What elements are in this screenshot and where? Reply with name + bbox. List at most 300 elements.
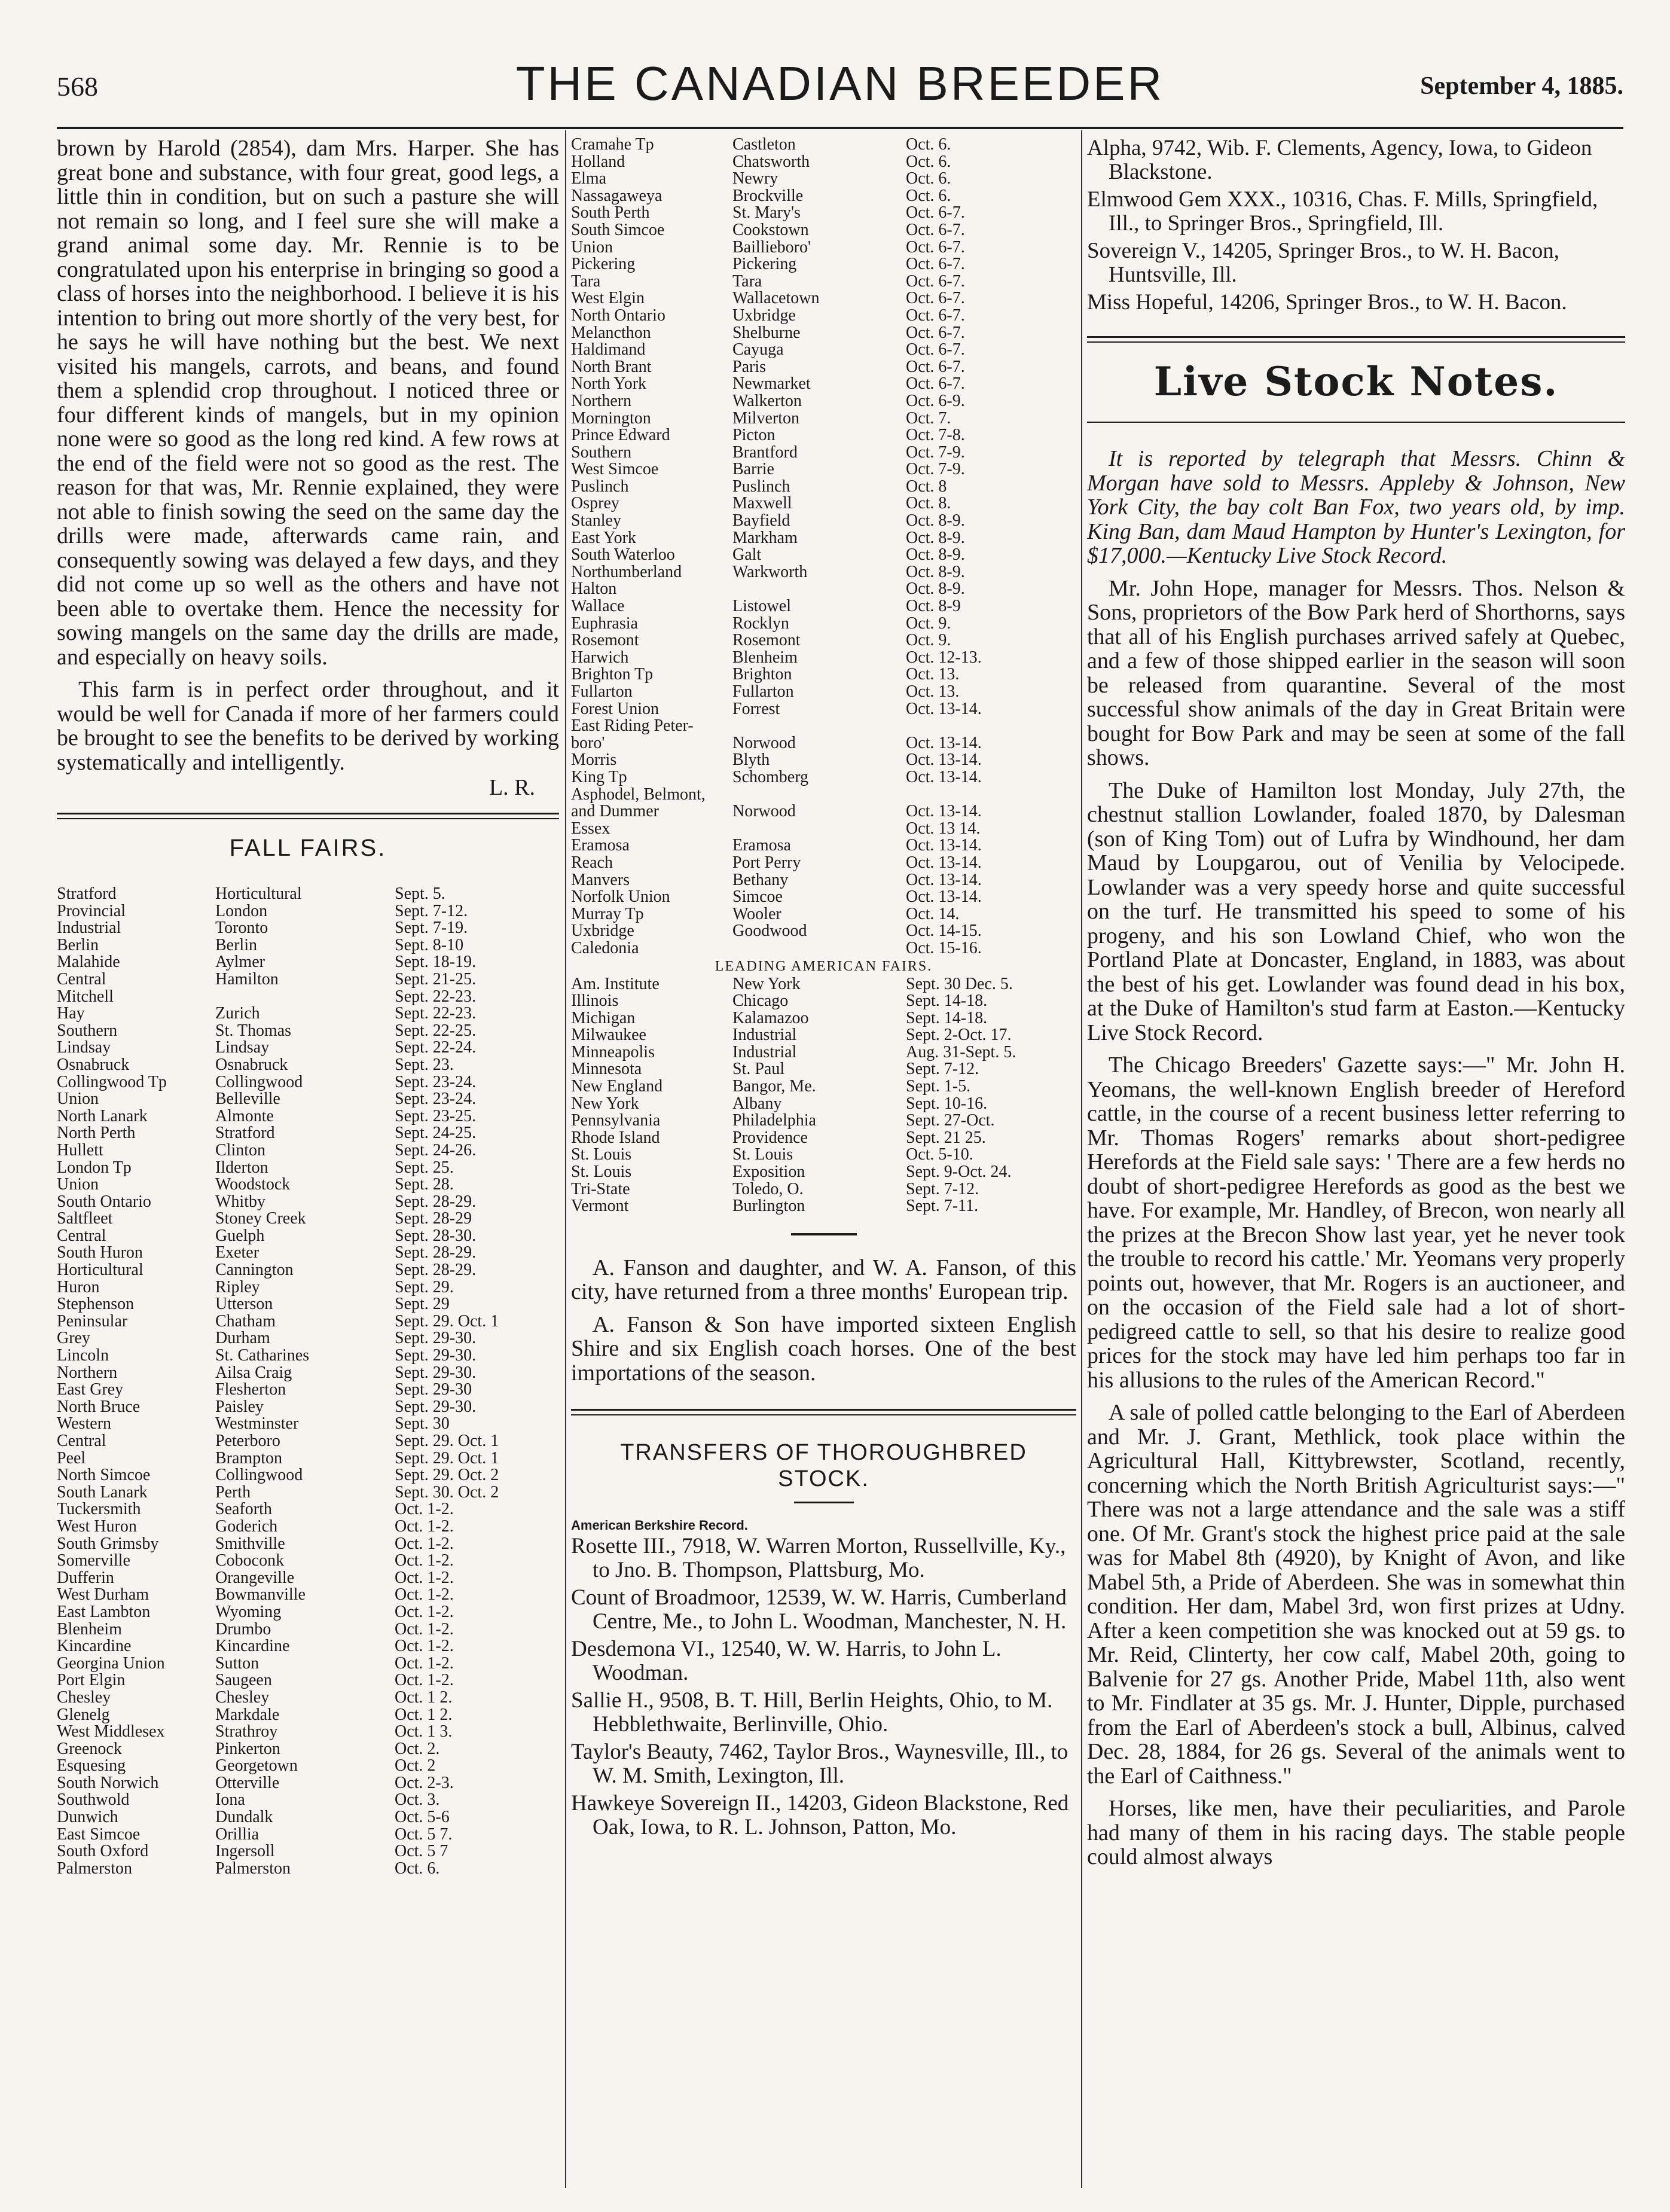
section-rule bbox=[571, 1409, 1076, 1415]
fair-location: Blenheim bbox=[732, 649, 798, 667]
fair-row bbox=[571, 752, 1076, 769]
fair-location: St. Catharines bbox=[215, 1347, 310, 1365]
short-rule bbox=[791, 1233, 857, 1235]
fair-society: Tara bbox=[571, 273, 601, 291]
fair-society: Port Elgin bbox=[57, 1672, 126, 1689]
fair-location: Listowel bbox=[732, 598, 791, 615]
fair-row bbox=[571, 170, 1076, 188]
transfer-entry: Alpha, 9742, Wib. F. Clements, Agency, Iowa, to Gideon Blackstone. bbox=[1087, 136, 1592, 184]
fair-row bbox=[571, 495, 1076, 512]
fair-dates: Oct. 6-7. bbox=[906, 255, 965, 274]
fair-dates: Sept. 28-29. bbox=[395, 1261, 477, 1280]
fair-location: Kincardine bbox=[215, 1638, 290, 1655]
fair-dates: Sept. 23-25. bbox=[395, 1106, 477, 1125]
fair-row bbox=[571, 188, 1076, 205]
fair-society: Union bbox=[57, 1176, 99, 1194]
american-fairs-heading: LEADING AMERICAN FAIRS. bbox=[715, 958, 933, 974]
column-3 bbox=[1087, 136, 1625, 2188]
fair-dates: Sept. 29. Oct. 2 bbox=[395, 1466, 499, 1485]
fair-row bbox=[57, 1125, 559, 1142]
fair-dates: Oct. 7. bbox=[906, 408, 951, 428]
fair-society: St. Louis bbox=[571, 1146, 632, 1164]
fair-dates: Sept. 24-26. bbox=[395, 1140, 477, 1160]
article-paragraph: brown by Harold (2854), dam Mrs. Harper. She has great bone and substance, with four great, good legs, a little thin in condition, but on such a pasture she will not remain so long, and I feel sure she will make a grand animal some day. Mr. Rennie is to be congratulated upon his enterprise in bringing so good a class of horses into the neighborhood. I believe it is his intention to bring out more shortly of the very best, for he says he will have nothing but the best. We next visited his mangels, carrots, and beans, and found them a splendid crop throughout. I noticed three or four different kinds of mangels, but in my opinion none were so good as the long red kind. A few rows at the end of the field were not so good as the rest. The reason for that was, Mr. Rennie explained, they were not able to finish sowing the seed on the same day the drills were made, afterwards came rain, and consequently sowing was delayed a few days, and they did not come up so well as the others and have not been able to overtake them. Hence the necessity for sowing mangels on the same day the drills are made, and especially on heavy soils. bbox=[57, 136, 559, 670]
fair-dates: Oct. 3. bbox=[395, 1790, 440, 1810]
fair-row bbox=[57, 1741, 559, 1758]
fair-row bbox=[57, 1142, 559, 1160]
fair-society: Lincoln bbox=[57, 1347, 109, 1365]
fair-location: Berlin bbox=[215, 936, 257, 954]
fair-society: Manvers bbox=[571, 871, 630, 889]
fair-location: Brighton bbox=[732, 666, 792, 684]
fair-location: Blyth bbox=[732, 752, 770, 769]
fair-dates: Oct. 13 14. bbox=[906, 819, 981, 838]
fair-row bbox=[571, 256, 1076, 273]
fair-row bbox=[571, 769, 1076, 786]
fair-location: Brampton bbox=[215, 1450, 282, 1467]
fair-dates: Oct. 6-7. bbox=[906, 357, 965, 376]
fair-dates: Sept. 14-18. bbox=[906, 991, 988, 1011]
fair-dates: Sept. 1-5. bbox=[906, 1077, 971, 1096]
transfers-list bbox=[571, 1534, 1076, 1839]
fair-dates: Oct. 12-13. bbox=[906, 648, 982, 667]
fair-row bbox=[571, 889, 1076, 906]
fair-location: Iona bbox=[215, 1792, 245, 1810]
transfer-entry: Rosette III., 7918, W. Warren Morton, Russellville, Ky., to Jno. B. Thompson, Plattsburg, Mo. bbox=[571, 1534, 1066, 1583]
fair-location: Warkworth bbox=[732, 563, 808, 581]
fair-society: Caledonia bbox=[571, 939, 639, 957]
fair-society: Union bbox=[571, 239, 613, 257]
short-rule bbox=[794, 1502, 854, 1503]
fair-dates: Sept. 23-24. bbox=[395, 1090, 477, 1109]
fair-dates: Aug. 31-Sept. 5. bbox=[906, 1042, 1016, 1061]
fair-society: West Huron bbox=[57, 1518, 137, 1536]
fair-row bbox=[571, 786, 1076, 804]
fair-location: Zurich bbox=[215, 1005, 260, 1023]
fair-society: Minnesota bbox=[571, 1061, 642, 1079]
fair-dates: Sept. 28-29. bbox=[395, 1243, 477, 1262]
fair-row bbox=[57, 903, 559, 920]
fair-dates: Sept. 7-12. bbox=[395, 901, 468, 920]
fair-row bbox=[57, 971, 559, 988]
fair-location: Markham bbox=[732, 529, 798, 547]
fair-dates: Oct. 13-14. bbox=[906, 853, 982, 872]
fair-row bbox=[571, 1164, 1076, 1181]
fair-row bbox=[57, 1194, 559, 1211]
news-note: A. Fanson & Son have imported sixteen English Shire and six English coach horses. One of the best importations of the season. bbox=[571, 1311, 1076, 1386]
fair-dates: Sept. 7-19. bbox=[395, 919, 468, 938]
fair-location: Newry bbox=[732, 170, 778, 188]
fair-location: Ailsa Craig bbox=[215, 1364, 292, 1382]
fair-society: South Grimsby bbox=[57, 1535, 159, 1553]
fair-row bbox=[571, 564, 1076, 581]
fair-society: Glenelg bbox=[57, 1706, 110, 1724]
fair-location: Belleville bbox=[215, 1091, 280, 1108]
fair-row bbox=[571, 478, 1076, 496]
fair-dates: Oct. 14-15. bbox=[906, 922, 982, 941]
fair-location: Wallacetown bbox=[732, 290, 820, 307]
fair-society: and Dummer bbox=[571, 803, 659, 820]
fair-society: South Oxford bbox=[57, 1843, 149, 1860]
fair-dates: Oct. 5 7 bbox=[395, 1842, 448, 1861]
transfer-entry: Sovereign V., 14205, Springer Bros., to W. H. Bacon, Huntsville, Ill. bbox=[1087, 239, 1560, 287]
fair-location: Picton bbox=[732, 427, 776, 444]
fair-row bbox=[57, 1826, 559, 1844]
fair-location bbox=[215, 988, 395, 1006]
fair-row bbox=[571, 154, 1076, 171]
fair-row bbox=[57, 1586, 559, 1604]
fair-location: Industrial bbox=[732, 1027, 797, 1044]
fair-society: Rosemont bbox=[571, 632, 639, 649]
fair-dates: Oct. 8-9. bbox=[906, 562, 965, 581]
fair-location: London bbox=[215, 902, 268, 920]
fair-row bbox=[57, 1672, 559, 1689]
fair-dates: Oct. 1-2. bbox=[395, 1637, 454, 1656]
live-stock-notes-heading: Live Stock Notes. bbox=[1153, 358, 1559, 405]
fair-row bbox=[571, 427, 1076, 444]
fair-row bbox=[571, 393, 1076, 410]
fair-location: Stoney Creek bbox=[215, 1210, 306, 1228]
fair-row bbox=[571, 1096, 1076, 1113]
fair-society: Harwich bbox=[571, 649, 629, 667]
fair-location: Dundalk bbox=[215, 1809, 273, 1826]
fair-location: Schomberg bbox=[732, 768, 809, 786]
fair-society: Lindsay bbox=[57, 1039, 111, 1057]
fair-society: Holland bbox=[571, 153, 625, 171]
fair-dates: Oct. 1-2. bbox=[395, 1500, 454, 1519]
fall-fairs-list bbox=[57, 886, 559, 1877]
fair-location: Utterson bbox=[215, 1296, 273, 1313]
fair-dates: Oct. 5-10. bbox=[906, 1145, 973, 1164]
fair-location: Cayuga bbox=[732, 341, 784, 359]
fair-location: Burlington bbox=[732, 1198, 805, 1215]
fair-row bbox=[57, 1809, 559, 1826]
fair-society: Forest Union bbox=[571, 700, 659, 718]
fair-row bbox=[57, 1228, 559, 1245]
fair-location: Philadelphia bbox=[732, 1112, 816, 1130]
fair-row bbox=[57, 1723, 559, 1741]
fair-location: Rocklyn bbox=[732, 615, 789, 633]
fair-row bbox=[57, 1313, 559, 1331]
fair-location: Maxwell bbox=[732, 495, 792, 513]
fair-row bbox=[571, 701, 1076, 718]
transfer-entry: Miss Hopeful, 14206, Springer Bros., to W. H. Bacon. bbox=[1087, 290, 1567, 315]
fair-society: Greenock bbox=[57, 1740, 122, 1758]
fair-row bbox=[57, 1552, 559, 1570]
fair-society: Horticultural bbox=[57, 1262, 144, 1279]
fair-location: St. Mary's bbox=[732, 205, 801, 222]
fair-location: Georgetown bbox=[215, 1758, 298, 1775]
fair-dates: Oct. 6-7. bbox=[906, 306, 965, 325]
fair-dates: Sept. 29-30. bbox=[395, 1363, 477, 1382]
fair-row bbox=[57, 1707, 559, 1724]
article-paragraph: This farm is in perfect order throughout, and it would be well for Canada if more of her farmers could be brought to see the benefits to be derived by working systematically and intelligently. bbox=[57, 677, 559, 775]
fair-row bbox=[57, 1347, 559, 1365]
fair-society: Hullett bbox=[57, 1142, 103, 1160]
fair-row bbox=[571, 547, 1076, 564]
fair-location: Rosemont bbox=[732, 632, 801, 649]
fair-society: Milwaukee bbox=[571, 1027, 646, 1044]
fair-location: Bethany bbox=[732, 871, 789, 889]
fair-dates: Sept. 29. bbox=[395, 1277, 454, 1296]
fair-dates: Oct. 6. bbox=[906, 136, 951, 154]
fair-dates: Oct. 6-7. bbox=[906, 220, 965, 239]
fair-society: Illinois bbox=[571, 993, 619, 1010]
fair-row bbox=[57, 1023, 559, 1040]
fair-dates: Sept. 29 bbox=[395, 1295, 450, 1314]
fair-row bbox=[571, 359, 1076, 376]
fair-row bbox=[571, 512, 1076, 530]
fair-dates: Sept. 18-19. bbox=[395, 953, 477, 972]
fair-row bbox=[57, 1279, 559, 1296]
fair-location: Markdale bbox=[215, 1706, 280, 1724]
fair-society: Wallace bbox=[571, 598, 625, 615]
fair-society: South Lanark bbox=[57, 1484, 148, 1502]
fair-row bbox=[57, 1536, 559, 1553]
fair-dates: Sept. 21 25. bbox=[906, 1128, 986, 1147]
fair-dates: Sept. 28-29. bbox=[395, 1192, 477, 1211]
fair-row bbox=[57, 1758, 559, 1775]
fair-society: Essex bbox=[571, 820, 610, 838]
fair-row bbox=[57, 937, 559, 954]
fair-row bbox=[571, 837, 1076, 855]
fair-dates: Oct. 8. bbox=[906, 494, 951, 513]
fair-location: St. Thomas bbox=[215, 1022, 292, 1040]
fair-society: Stephenson bbox=[57, 1296, 135, 1313]
fair-society: West Simcoe bbox=[571, 461, 659, 478]
fair-society: Halton bbox=[571, 581, 617, 599]
fair-row bbox=[57, 1330, 559, 1347]
fair-location: Saugeen bbox=[215, 1672, 272, 1689]
fair-row bbox=[571, 855, 1076, 872]
fair-row bbox=[57, 1415, 559, 1433]
fair-location: Strathroy bbox=[215, 1723, 278, 1741]
fair-dates: Sept. 8-10 bbox=[395, 935, 464, 954]
note-paragraph: Mr. John Hope, manager for Messrs. Thos. Nelson & Sons, proprietors of the Bow Park herd of Shorthorns, says that all of his English purchases arrived safely at Quebec, and a few of those shipped earlier in the season will soon be released from quarantine. Several of the most successful show animals of the day in Great Britain were bought for Bow Park and may be seen at some of the fall shows. bbox=[1087, 575, 1625, 770]
fair-dates: Sept. 29. Oct. 1 bbox=[395, 1448, 499, 1467]
fair-dates: Oct. 6-7. bbox=[906, 289, 965, 308]
fair-row bbox=[571, 598, 1076, 615]
transfer-entry: Taylor's Beauty, 7462, Taylor Bros., Waynesville, Ill., to W. M. Smith, Lexington, Ill. bbox=[571, 1740, 1068, 1789]
fair-society: North Simcoe bbox=[57, 1467, 151, 1484]
fair-society: Dunwich bbox=[57, 1809, 118, 1826]
note-paragraph: The Duke of Hamilton lost Monday, July 27th, the chestnut stallion Lowlander, foaled 1870, by Dalesman (son of King Tom) out of Lufra by Windhound, her dam Maud by Loupgarou, out of Venilia by Velocipede. Lowlander was a very speedy horse and quite successful on the turf. He transmitted his speed to some of his progeny, and his son Lowland Chief, who won the Portland Plate at Doncaster, England, in 1883, was about the best of his get. Lowlander was found dead in his box, at the Duke of Hamilton's stud farm at Easton.—Kentucky Live Stock Record. bbox=[1087, 777, 1625, 1045]
fair-row bbox=[57, 1244, 559, 1262]
fair-society: Haldimand bbox=[571, 341, 646, 359]
fair-location: Fullarton bbox=[732, 684, 794, 701]
fair-row bbox=[571, 1010, 1076, 1027]
fair-location: Bowmanville bbox=[215, 1586, 306, 1604]
fair-location: Forrest bbox=[732, 700, 780, 718]
fair-location: Providence bbox=[732, 1129, 808, 1147]
fair-row bbox=[57, 1467, 559, 1484]
fair-dates: Oct. 8-9 bbox=[906, 597, 961, 616]
fair-row bbox=[57, 1399, 559, 1416]
fair-row bbox=[571, 290, 1076, 307]
fair-dates: Oct. 1 2. bbox=[395, 1705, 453, 1724]
fair-location bbox=[732, 786, 906, 804]
fair-row bbox=[571, 940, 1076, 957]
transfer-entry: Elmwood Gem XXX., 10316, Chas. F. Mills, Springfield, Ill., to Springer Bros., Springfield, Ill. bbox=[1087, 187, 1598, 236]
fair-society: Somerville bbox=[57, 1552, 130, 1570]
page-header bbox=[57, 53, 1623, 124]
fair-location: Castleton bbox=[732, 136, 796, 154]
fair-dates: Sept. 5. bbox=[395, 884, 445, 903]
fair-location: Walkerton bbox=[732, 392, 802, 410]
fair-dates: Oct. 6-7. bbox=[906, 323, 965, 342]
fair-dates: Oct. 14. bbox=[906, 904, 960, 923]
fair-society: Asphodel, Belmont, bbox=[571, 786, 706, 804]
note-paragraph: A sale of polled cattle belonging to the Earl of Aberdeen and Mr. J. Grant, Methlick, took place within the Agricultural Hall, Kittybrewster, Scotland, recently, concerning which the North British Agriculturist says:—" There was not a large attendance and the sale was a stiff one. Of Mr. Grant's stock the highest price paid at the sale was for Mabel 8th (4920), by Knight of Avon, and like Mabel 5th, a Pride of Aberdeen. She was in somewhat thin condition. Her dam, Mabel 3rd, won first prizes at Udny. After a keen competition she was knocked out at 59 gs. to Mr. Reid, Clinterty, her cow calf, Mabel 20th, going to Balvenie for 27 gs. Another Pride, Mabel 11th, also went to Mr. Findlater at 35 gs. Mr. J. Hunter, Dipple, purchased from the Earl of Aberdeen's stock a bull, Albinus, calved Dec. 28, 1884, for 26 gs. Several of the animals went to the Earl of Caithness." bbox=[1087, 1400, 1625, 1789]
fair-row bbox=[571, 735, 1076, 752]
fair-location: Bayfield bbox=[732, 512, 790, 530]
fair-dates: Sept. 23-24. bbox=[395, 1072, 477, 1091]
fair-dates: Oct. 8-9. bbox=[906, 511, 965, 530]
fair-row bbox=[57, 1518, 559, 1536]
fair-dates bbox=[906, 786, 1076, 804]
fair-society: Southern bbox=[571, 444, 632, 462]
fair-location: Uxbridge bbox=[732, 307, 796, 325]
fair-location: Exposition bbox=[732, 1164, 805, 1181]
fair-row bbox=[57, 1160, 559, 1177]
fair-dates: Sept. 22-23. bbox=[395, 987, 477, 1006]
fair-society: Vermont bbox=[571, 1198, 629, 1215]
transfers-list-continued bbox=[1087, 136, 1625, 315]
fair-row bbox=[57, 1655, 559, 1673]
fair-location: Ingersoll bbox=[215, 1843, 275, 1860]
fair-location: Shelburne bbox=[732, 324, 801, 342]
fair-society: Berlin bbox=[57, 936, 99, 954]
fair-row bbox=[57, 1005, 559, 1023]
fair-row bbox=[57, 1621, 559, 1639]
fair-dates: Sept. 7-11. bbox=[906, 1197, 979, 1216]
fair-society: East Lambton bbox=[57, 1603, 151, 1621]
fair-dates: Sept. 28-30. bbox=[395, 1226, 477, 1245]
fair-society: Cramahe Tp bbox=[571, 136, 654, 154]
fair-row bbox=[57, 1484, 559, 1502]
fair-location: Newmarket bbox=[732, 376, 811, 393]
fair-location: Tara bbox=[732, 273, 762, 291]
fair-society: London Tp bbox=[57, 1159, 132, 1177]
fair-society: Northern bbox=[57, 1364, 118, 1382]
fair-location: Guelph bbox=[215, 1227, 265, 1245]
fair-location: Norwood bbox=[732, 734, 796, 752]
fair-location: Paris bbox=[732, 358, 766, 376]
fair-dates: Sept. 22-25. bbox=[395, 1021, 477, 1040]
fair-society: East Simcoe bbox=[57, 1826, 141, 1844]
fair-dates: Oct. 6. bbox=[906, 169, 951, 188]
fair-location: Eramosa bbox=[732, 837, 791, 855]
fair-location: Bangor, Me. bbox=[732, 1078, 816, 1096]
fair-society: Murray Tp bbox=[571, 905, 644, 923]
fair-location: St. Paul bbox=[732, 1061, 785, 1079]
fair-dates: Oct. 13-14. bbox=[906, 802, 982, 821]
fair-row bbox=[57, 1108, 559, 1125]
fair-dates: Oct. 13-14. bbox=[906, 699, 982, 718]
fair-location: Clinton bbox=[215, 1142, 266, 1160]
fair-society: Chesley bbox=[57, 1689, 111, 1707]
fair-dates: Oct. 1-2. bbox=[395, 1551, 454, 1570]
fair-row bbox=[57, 1501, 559, 1518]
fair-dates: Sept. 23. bbox=[395, 1055, 454, 1074]
note-paragraph: It is reported by telegraph that Messrs. Chinn & Morgan have sold to Messrs. Appleby & Johnson, New York City, the bay colt Ban Fox, two years old, by imp. King Ban, dam Maud Hampton by Hunter's Lexington, for $17,000.—Kentucky Live Stock Record. bbox=[1087, 446, 1625, 568]
fair-dates: Oct. 7-9. bbox=[906, 443, 965, 462]
fair-society: Tri-State bbox=[571, 1180, 630, 1198]
fair-dates: Sept. 30 Dec. 5. bbox=[906, 974, 1013, 993]
fair-row bbox=[571, 803, 1076, 820]
fair-row bbox=[571, 1198, 1076, 1215]
fair-row bbox=[571, 718, 1076, 735]
fall-fairs-heading: FALL FAIRS. bbox=[229, 835, 387, 861]
fair-row bbox=[571, 1027, 1076, 1044]
fair-row bbox=[57, 954, 559, 971]
fair-location: Exeter bbox=[215, 1244, 259, 1262]
fair-society: Morris bbox=[571, 752, 617, 769]
fair-location: Chesley bbox=[215, 1689, 270, 1707]
fair-location: Goderich bbox=[215, 1518, 278, 1536]
fair-society: Western bbox=[57, 1415, 112, 1433]
fair-dates: Oct. 1-2. bbox=[395, 1585, 454, 1604]
fair-row bbox=[571, 1112, 1076, 1130]
fair-dates: Sept. 29. Oct. 1 bbox=[395, 1432, 499, 1450]
fair-dates: Sept. 29-30 bbox=[395, 1380, 472, 1399]
fair-row bbox=[571, 239, 1076, 257]
fair-dates: Sept. 29-30. bbox=[395, 1397, 477, 1416]
fair-row bbox=[57, 1604, 559, 1621]
fair-row bbox=[57, 1262, 559, 1279]
fair-dates: Oct. 13. bbox=[906, 665, 960, 684]
fair-row bbox=[571, 410, 1076, 428]
fair-dates: Oct. 1-2. bbox=[395, 1602, 454, 1621]
fair-row bbox=[57, 1039, 559, 1057]
fair-society: North Ontario bbox=[571, 307, 665, 325]
fair-society: West Durham bbox=[57, 1586, 149, 1604]
column-divider bbox=[1081, 130, 1082, 2188]
fair-location: Pickering bbox=[732, 256, 797, 273]
fair-row bbox=[57, 1433, 559, 1450]
masthead-title: THE CANADIAN BREEDER bbox=[515, 57, 1165, 110]
fair-row bbox=[571, 341, 1076, 359]
fair-dates: Sept. 28. bbox=[395, 1175, 454, 1194]
fair-location: Stratford bbox=[215, 1125, 275, 1142]
fair-row bbox=[571, 632, 1076, 649]
fair-dates: Sept. 7-12. bbox=[906, 1060, 979, 1079]
fair-dates: Oct. 1-2. bbox=[395, 1534, 454, 1553]
fair-row bbox=[57, 1860, 559, 1878]
fair-location: Horticultural bbox=[215, 886, 302, 903]
fair-society: South Waterloo bbox=[571, 547, 675, 564]
fair-dates: Oct. 13-14. bbox=[906, 870, 982, 889]
fair-society: South Huron bbox=[57, 1244, 143, 1262]
fair-dates: Sept. 7-12. bbox=[906, 1179, 979, 1198]
fair-row bbox=[571, 684, 1076, 701]
fair-location: Norwood bbox=[732, 803, 796, 820]
fair-row bbox=[57, 1296, 559, 1313]
fair-society: Stratford bbox=[57, 886, 117, 903]
fair-society: Blenheim bbox=[57, 1621, 122, 1639]
fair-location: Barrie bbox=[732, 461, 774, 478]
fair-dates bbox=[906, 718, 1076, 735]
fair-society: Fullarton bbox=[571, 684, 633, 701]
fair-society: Rhode Island bbox=[571, 1129, 660, 1147]
fair-dates: Oct. 6. bbox=[395, 1859, 440, 1878]
fair-society: Peninsular bbox=[57, 1313, 128, 1331]
fair-society: Reach bbox=[571, 854, 613, 872]
transfer-entry: Count of Broadmoor, 12539, W. W. Harris, Cumberland Centre, Me., to John L. Woodman, Manchester, N. H. bbox=[571, 1585, 1067, 1634]
fair-location: Toledo, O. bbox=[732, 1180, 804, 1198]
fair-society: East Riding Peter- bbox=[571, 718, 694, 735]
fair-society: Hay bbox=[57, 1005, 85, 1023]
